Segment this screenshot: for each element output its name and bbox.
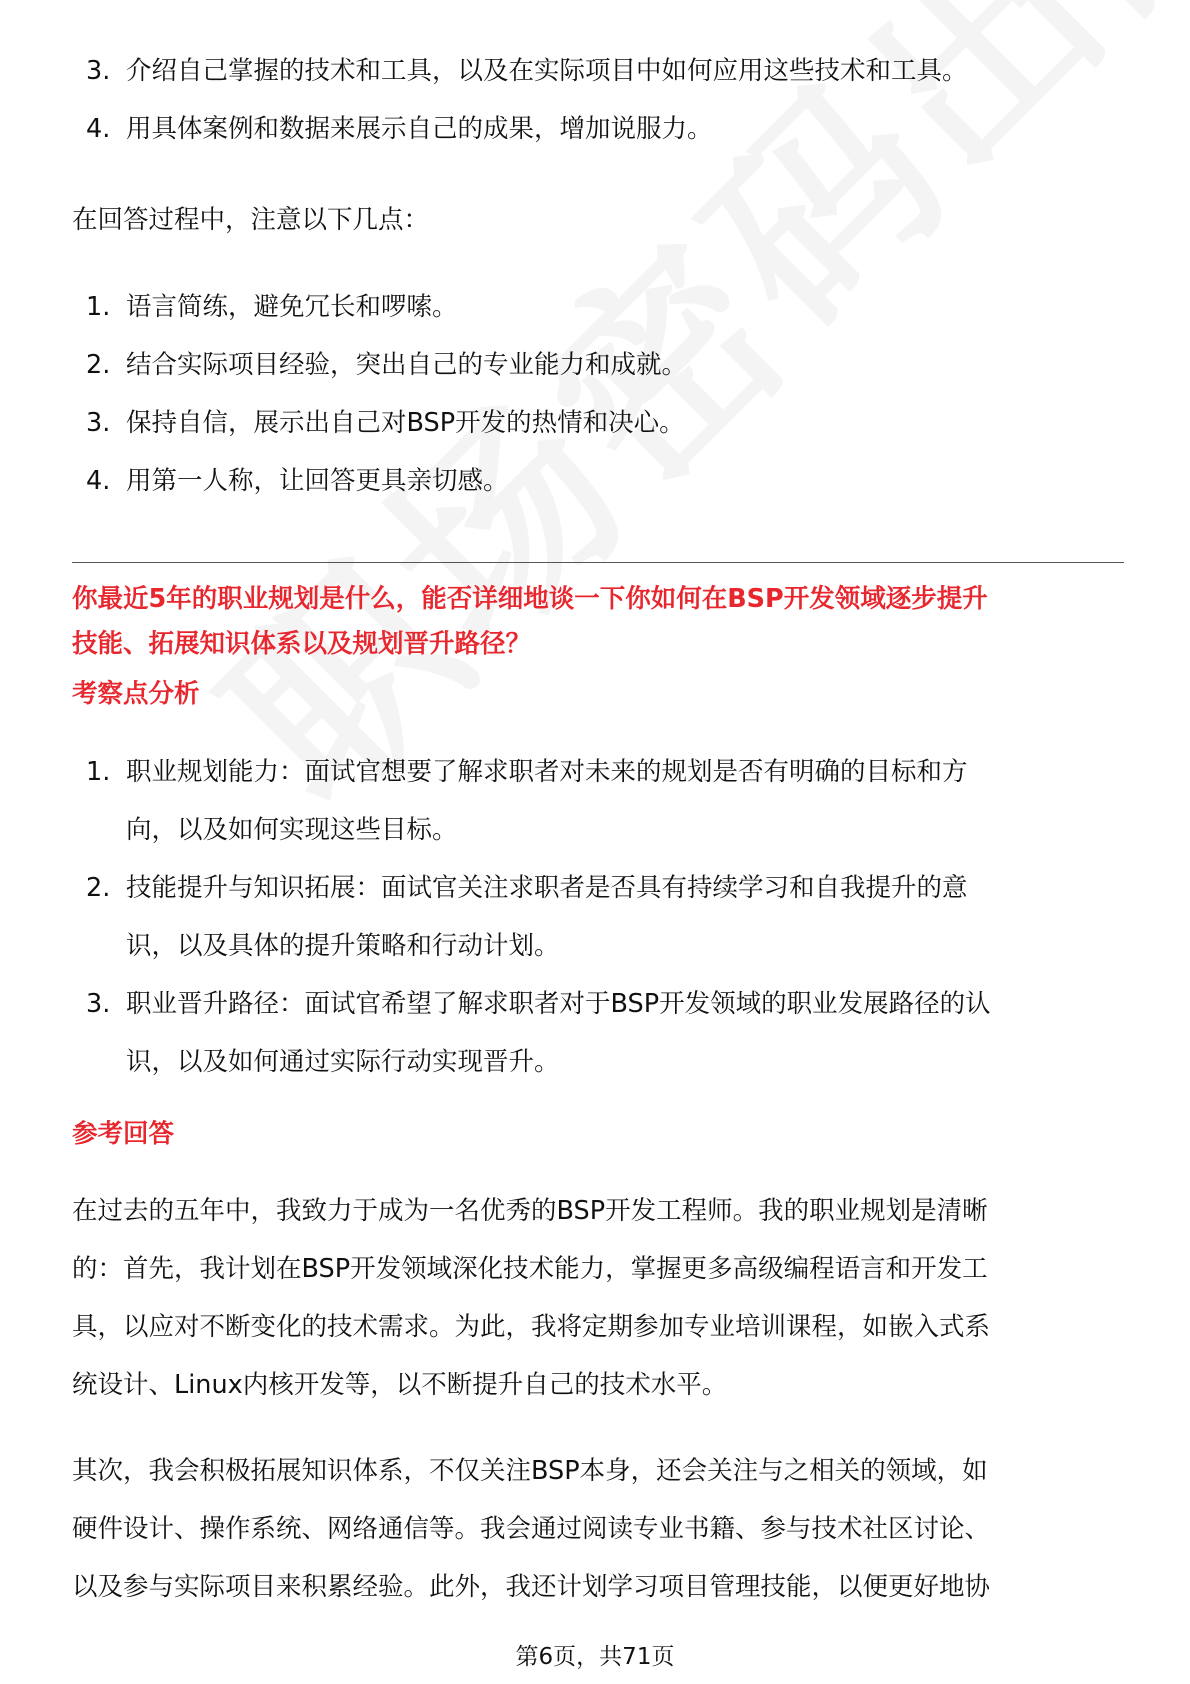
analysis-heading: 考察点分析	[72, 679, 200, 709]
list-item	[72, 743, 1132, 859]
list-item	[72, 336, 1132, 394]
list-item	[72, 100, 1132, 158]
list-item-text: 用具体案例和数据来展示自己的成果，增加说服力。	[126, 114, 713, 144]
list-item	[72, 394, 1132, 452]
list-item-number: 1.	[86, 292, 111, 322]
list-item-text: 保持自信，展示出自己对BSP开发的热情和决心。	[126, 408, 685, 438]
list-item-number: 3.	[86, 408, 111, 438]
paragraph-line: 以及参与实际项目来积累经验。此外，我还计划学习项目管理技能，以便更好地协	[72, 1572, 991, 1602]
question-title	[72, 577, 1132, 667]
list-item-line: 向，以及如何实现这些目标。	[126, 815, 458, 845]
list-item-text: 结合实际项目经验，突出自己的专业能力和成就。	[126, 350, 688, 380]
list-item-text: 介绍自己掌握的技术和工具，以及在实际项目中如何应用这些技术和工具。	[126, 56, 968, 86]
tips-list	[72, 42, 1132, 158]
page-number: 第6页，共71页	[515, 1644, 675, 1670]
analysis-list	[72, 743, 1132, 1091]
answer-paragraph	[72, 1442, 1132, 1616]
list-item-text: 语言简练，避免冗长和啰嗦。	[126, 292, 458, 322]
list-item-number: 2.	[86, 350, 111, 380]
list-item	[72, 975, 1132, 1091]
paragraph-line: 的：首先，我计划在BSP开发领域深化技术能力，掌握更多高级编程语言和开发工	[72, 1254, 988, 1284]
list-item-number: 3.	[86, 989, 111, 1019]
list-item-number: 2.	[86, 873, 111, 903]
paragraph-line: 在过去的五年中，我致力于成为一名优秀的BSP开发工程师。我的职业规划是清晰	[72, 1196, 988, 1226]
list-item-line: 识，以及如何通过实际行动实现晋升。	[126, 1047, 560, 1077]
list-item	[72, 42, 1132, 100]
list-item	[72, 452, 1132, 510]
notes-list	[72, 278, 1132, 510]
list-item-line: 识，以及具体的提升策略和行动计划。	[126, 931, 560, 961]
list-item-line: 职业规划能力：面试官想要了解求职者对未来的规划是否有明确的目标和方	[126, 757, 968, 787]
notes-intro: 在回答过程中，注意以下几点：	[72, 205, 430, 235]
answer-heading: 参考回答	[72, 1119, 175, 1149]
section-divider	[72, 562, 1124, 563]
question-line: 你最近5年的职业规划是什么，能否详细地谈一下你如何在BSP开发领域逐步提升	[72, 584, 988, 614]
list-item-number: 3.	[86, 56, 111, 86]
paragraph-line: 具，以应对不断变化的技术需求。为此，我将定期参加专业培训课程，如嵌入式系	[72, 1312, 991, 1342]
list-item-number: 4.	[86, 114, 111, 144]
list-item-text: 用第一人称，让回答更具亲切感。	[126, 466, 509, 496]
paragraph-line: 其次，我会积极拓展知识体系，不仅关注BSP本身，还会关注与之相关的领域，如	[72, 1456, 988, 1486]
answer-paragraph	[72, 1182, 1132, 1414]
list-item-number: 1.	[86, 757, 111, 787]
list-item	[72, 859, 1132, 975]
paragraph-line: 统设计、Linux内核开发等，以不断提升自己的技术水平。	[72, 1370, 728, 1400]
list-item-line: 技能提升与知识拓展：面试官关注求职者是否具有持续学习和自我提升的意	[126, 873, 968, 903]
question-line: 技能、拓展知识体系以及规划晋升路径？	[72, 629, 532, 659]
list-item	[72, 278, 1132, 336]
list-item-number: 4.	[86, 466, 111, 496]
paragraph-line: 硬件设计、操作系统、网络通信等。我会通过阅读专业书籍、参与技术社区讨论、	[72, 1514, 991, 1544]
list-item-line: 职业晋升路径：面试官希望了解求职者对于BSP开发领域的职业发展路径的认	[126, 989, 991, 1019]
